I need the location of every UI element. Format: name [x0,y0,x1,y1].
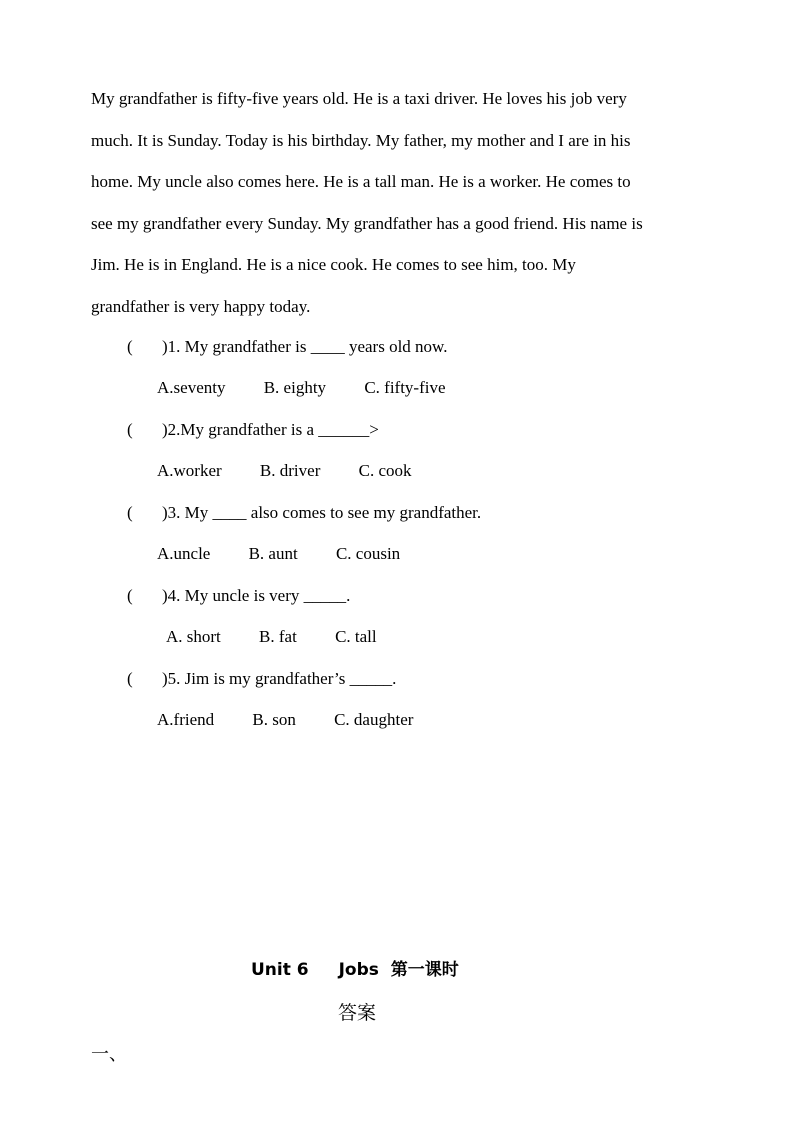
question-5 [127,658,687,741]
question-stem [127,326,447,368]
option-b[interactable]: B. fat [259,627,297,646]
question-text: )2.My grandfather is a ______> [162,420,379,439]
option-row [157,367,480,409]
passage-line: home. My uncle also comes here. He is a tall man. He is a worker. He comes to [91,172,631,191]
option-row [157,699,447,741]
answer-heading: 答案 [338,1002,377,1024]
question-4 [127,575,687,658]
answer-blank[interactable]: ( [127,586,133,605]
option-row [157,450,446,492]
question-list [127,326,687,741]
section-marker: 一、 [91,1044,127,1065]
option-b[interactable]: B. driver [259,461,321,480]
reading-passage [91,78,731,327]
question-1 [127,326,687,409]
passage-line: My grandfather is fifty-five years old. He is a taxi driver. He loves his job very [91,89,627,108]
question-text: )3. My ____ also comes to see my grandfather. [162,503,482,522]
question-stem [127,409,379,451]
option-a[interactable]: A.seventy [157,378,226,397]
question-stem [127,575,350,617]
option-row [157,533,434,575]
option-c[interactable]: C. daughter [334,710,414,729]
passage-line: see my grandfather every Sunday. My grandfather has a good friend. His name is [91,213,643,233]
passage-line: much. It is Sunday. Today is his birthday. My father, my mother and I are in his [91,130,631,150]
option-c[interactable]: C. fifty-five [364,378,446,397]
question-2 [127,409,687,492]
question-text: )5. Jim is my grandfather’s _____. [162,669,397,688]
unit-title [251,955,459,980]
answer-blank[interactable]: ( [127,669,133,688]
option-b[interactable]: B. eighty [263,378,327,397]
option-row [166,616,411,658]
passage-line: grandfather is very happy today. [91,296,311,316]
option-a[interactable]: A.worker [157,461,222,480]
answer-blank[interactable]: ( [127,420,133,439]
answer-blank[interactable]: ( [127,337,133,356]
lesson-label: 第一课时 [390,960,459,980]
question-3 [127,492,687,575]
option-c[interactable]: C. cook [358,461,412,480]
question-stem [127,492,481,534]
option-c[interactable]: C. cousin [335,544,401,563]
option-a[interactable]: A. short [166,627,221,646]
option-c[interactable]: C. tall [335,627,377,646]
option-a[interactable]: A.friend [157,710,215,729]
passage-line: Jim. He is in England. He is a nice cook. He comes to see him, too. My [91,255,576,274]
unit-topic: Jobs [338,960,379,980]
question-text: )4. My uncle is very _____. [162,586,351,605]
option-a[interactable]: A.uncle [157,544,211,563]
question-stem [127,658,396,700]
option-b[interactable]: B. son [252,710,296,729]
option-b[interactable]: B. aunt [248,544,298,563]
question-text: )1. My grandfather is ____ years old now. [162,337,448,356]
answer-blank[interactable]: ( [127,503,133,522]
unit-number: Unit 6 [251,960,309,980]
